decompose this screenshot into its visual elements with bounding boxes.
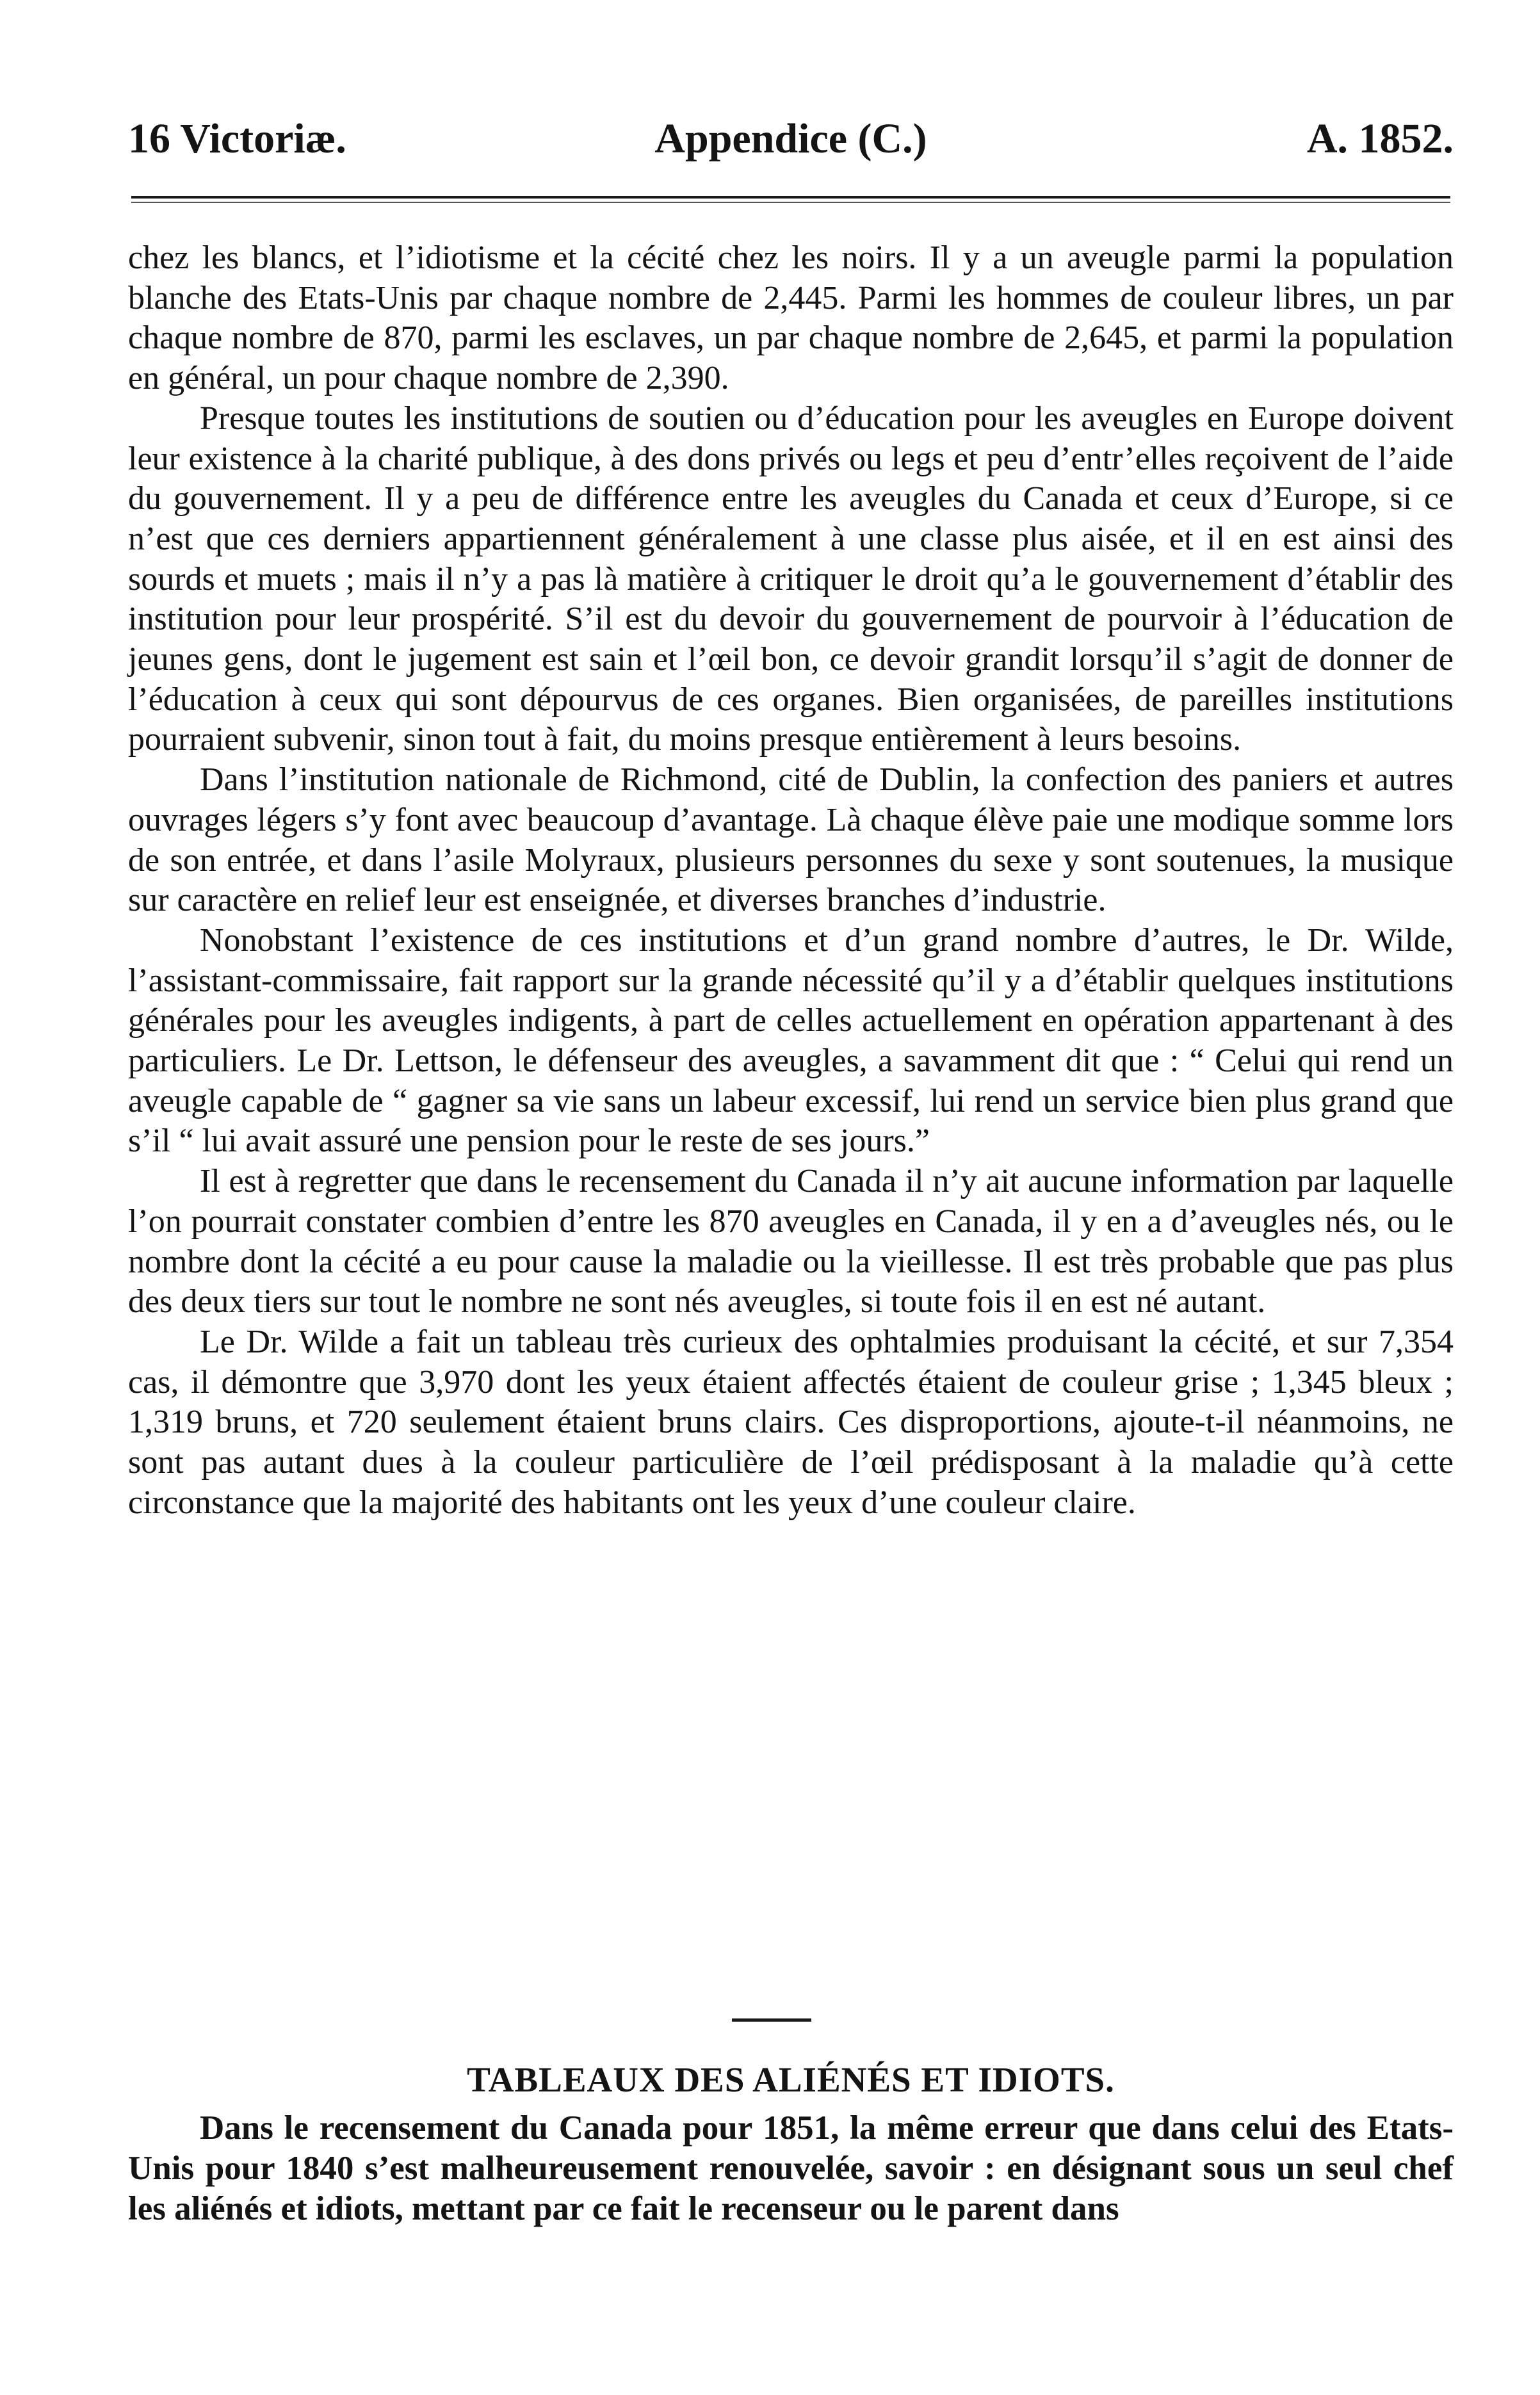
section-title: TABLEAUX DES ALIÉNÉS ET IDIOTS. — [467, 2060, 1115, 2099]
paragraph-6: Le Dr. Wilde a fait un tableau très curieux des ophtalmies produisant la cécité, et sur 7,354 cas, il démontre que 3,970 dont les yeux étaient affectés étaient de couleur grise ; 1,345 bleux ; 1,319 bruns, et 720 seulement étaient bruns clairs. Ces disproportions, ajoute-t-il néanmoins, ne sont pas autant dues à la couleur particulière de l’œil prédisposant à la maladie qu’à cette circonstance que la majorité des habitants ont les yeux d’une couleur claire. — [128, 1323, 1454, 1521]
section-text — [128, 2108, 1454, 2229]
section-separator — [732, 2018, 811, 2022]
header-year: A. 1852. — [1306, 115, 1454, 162]
paragraph-3: Dans l’institution nationale de Richmond, cité de Dublin, la confection des paniers et autres ouvrages légers s’y font avec beaucoup d’avantage. Là chaque élève paie une modique somme lors de son entrée, et dans l’asile Molyraux, plusieurs personnes du sexe y sont soutenues, la musique sur caractère en relief leur est enseignée, et diverses branches d’industrie. — [128, 761, 1454, 919]
header-rule — [131, 196, 1450, 199]
main-text — [128, 238, 1454, 1523]
running-header — [128, 110, 1454, 168]
header-session: 16 Victoriæ. — [128, 115, 346, 162]
header-appendix: Appendice (C.) — [654, 115, 927, 162]
paragraph-5: Il est à regretter que dans le recensement du Canada il n’y ait aucune information par laquelle l’on pourrait constater combien d’entre les 870 aveugles en Canada, il y en a d’aveugles nés, ou le nombre dont la cécité a eu pour cause la maladie ou la vieillesse. Il est très probable que pas plus des deux tiers sur tout le nombre ne sont nés aveugles, si toute fois il en est né autant. — [128, 1163, 1454, 1320]
section-paragraph: Dans le recensement du Canada pour 1851, la même erreur que dans celui des Etats-Unis pour 1840 s’est malheureusement renouvelée, savoir : en désignant sous un seul chef les aliénés et idiots, mettant par ce fait le recenseur ou le parent dans — [128, 2109, 1454, 2227]
paragraph-4: Nonobstant l’existence de ces institutions et d’un grand nombre d’autres, le Dr. Wilde, l’assistant-commissaire, fait rapport sur la grande nécessité qu’il y a d’établir quelques institutions générales pour les aveugles indigents, à part de celles actuellement en opération appartenant à des particuliers. Le Dr. Lettson, le défenseur des aveugles, a savamment dit que : “ Celui qui rend un aveugle capable de “ gagner sa vie sans un labeur excessif, lui rend un service bien plus grand que s’il “ lui avait assuré une pension pour le reste de ses jours.” — [128, 921, 1454, 1160]
paragraph-2: Presque toutes les institutions de soutien ou d’éducation pour les aveugles en Europe doivent leur existence à la charité publique, à des dons privés ou legs et peu d’entr’elles reçoivent de l’aide du gouvernement. Il y a peu de différence entre les aveugles du Canada et ceux d’Europe, si ce n’est que ces derniers appartiennent généralement à une classe plus aisée, et il en est ainsi des sourds et muets ; mais il n’y a pas là matière à critiquer le droit qu’a le gouvernement d’établir des institution pour leur prospérité. S’il est du devoir du gouvernement de pourvoir à l’éducation de jeunes gens, dont le jugement est sain et l’œil bon, ce devoir grandit lorsqu’il s’agit de donner de l’éducation à ceux qui sont dépourvus de ces organes. Bien organisées, de pareilles institutions pourraient subvenir, sinon tout à fait, du moins presque entièrement à leurs besoins. — [128, 400, 1454, 758]
paragraph-1: chez les blancs, et l’idiotisme et la cécité chez les noirs. Il y a un aveugle parmi la population blanche des Etats-Unis par chaque nombre de 2,445. Parmi les hommes de couleur libres, un par chaque nombre de 870, parmi les esclaves, un par chaque nombre de 2,645, et parmi la population en général, un pour chaque nombre de 2,390. — [128, 240, 1454, 397]
